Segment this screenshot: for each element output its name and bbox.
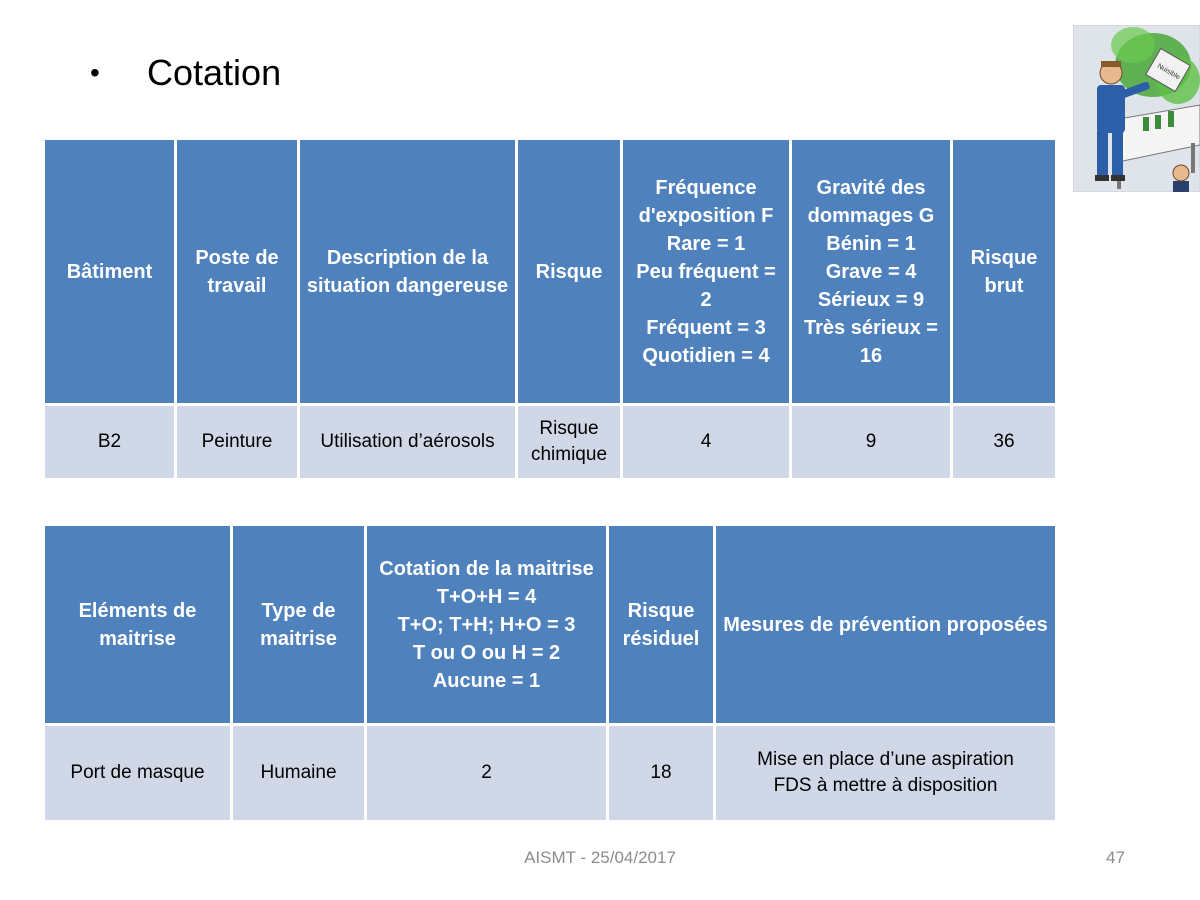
header-description: Description de la situation dangereuse <box>299 139 517 405</box>
header-risque: Risque <box>517 139 622 405</box>
cell-type: Humaine <box>232 725 366 822</box>
slide-title: Cotation <box>147 52 282 93</box>
header-frequence: Fréquence d'exposition F Rare = 1 Peu fréquent = 2 Fréquent = 3 Quotidien = 4 <box>622 139 791 405</box>
header-elements-de-maitrise: Eléments de maitrise <box>44 525 232 725</box>
page-number: 47 <box>1106 848 1125 867</box>
header-risque-brut: Risque brut <box>952 139 1057 405</box>
header-gravite: Gravité des dommages G Bénin = 1 Grave = 4 Sérieux = 9 Très sérieux = 16 <box>791 139 952 405</box>
header-batiment: Bâtiment <box>44 139 176 405</box>
cell-risque-brut: 36 <box>952 405 1057 480</box>
cell-poste: Peinture <box>176 405 299 480</box>
risk-cotation-table <box>42 137 1058 481</box>
cell-elements: Port de masque <box>44 725 232 822</box>
slide-footer: AISMT - 25/04/2017 <box>524 848 676 867</box>
header-type-de-maitrise: Type de maitrise <box>232 525 366 725</box>
maitrise-table <box>42 523 1058 823</box>
table-header-row <box>44 525 1057 725</box>
cell-risque-residuel: 18 <box>608 725 715 822</box>
slide-title-row <box>90 52 281 94</box>
cell-frequence: 4 <box>622 405 791 480</box>
header-risque-residuel: Risque résiduel <box>608 525 715 725</box>
worker-spraying-illustration <box>1073 25 1200 192</box>
table-header-row <box>44 139 1057 405</box>
cell-description: Utilisation d’aérosols <box>299 405 517 480</box>
sign-text: Nuisible <box>1155 62 1182 82</box>
cell-cotation: 2 <box>366 725 608 822</box>
header-mesures-prevention: Mesures de prévention proposées <box>715 525 1057 725</box>
table-row <box>44 725 1057 822</box>
cell-mesures: Mise en place d’une aspiration FDS à mettre à disposition <box>715 725 1057 822</box>
bullet-icon: • <box>90 57 100 88</box>
header-poste-de-travail: Poste de travail <box>176 139 299 405</box>
cell-gravite: 9 <box>791 405 952 480</box>
table-row <box>44 405 1057 480</box>
header-cotation-maitrise: Cotation de la maitrise T+O+H = 4 T+O; T+H; H+O = 3 T ou O ou H = 2 Aucune = 1 <box>366 525 608 725</box>
cell-risque: Risque chimique <box>517 405 622 480</box>
cell-batiment: B2 <box>44 405 176 480</box>
